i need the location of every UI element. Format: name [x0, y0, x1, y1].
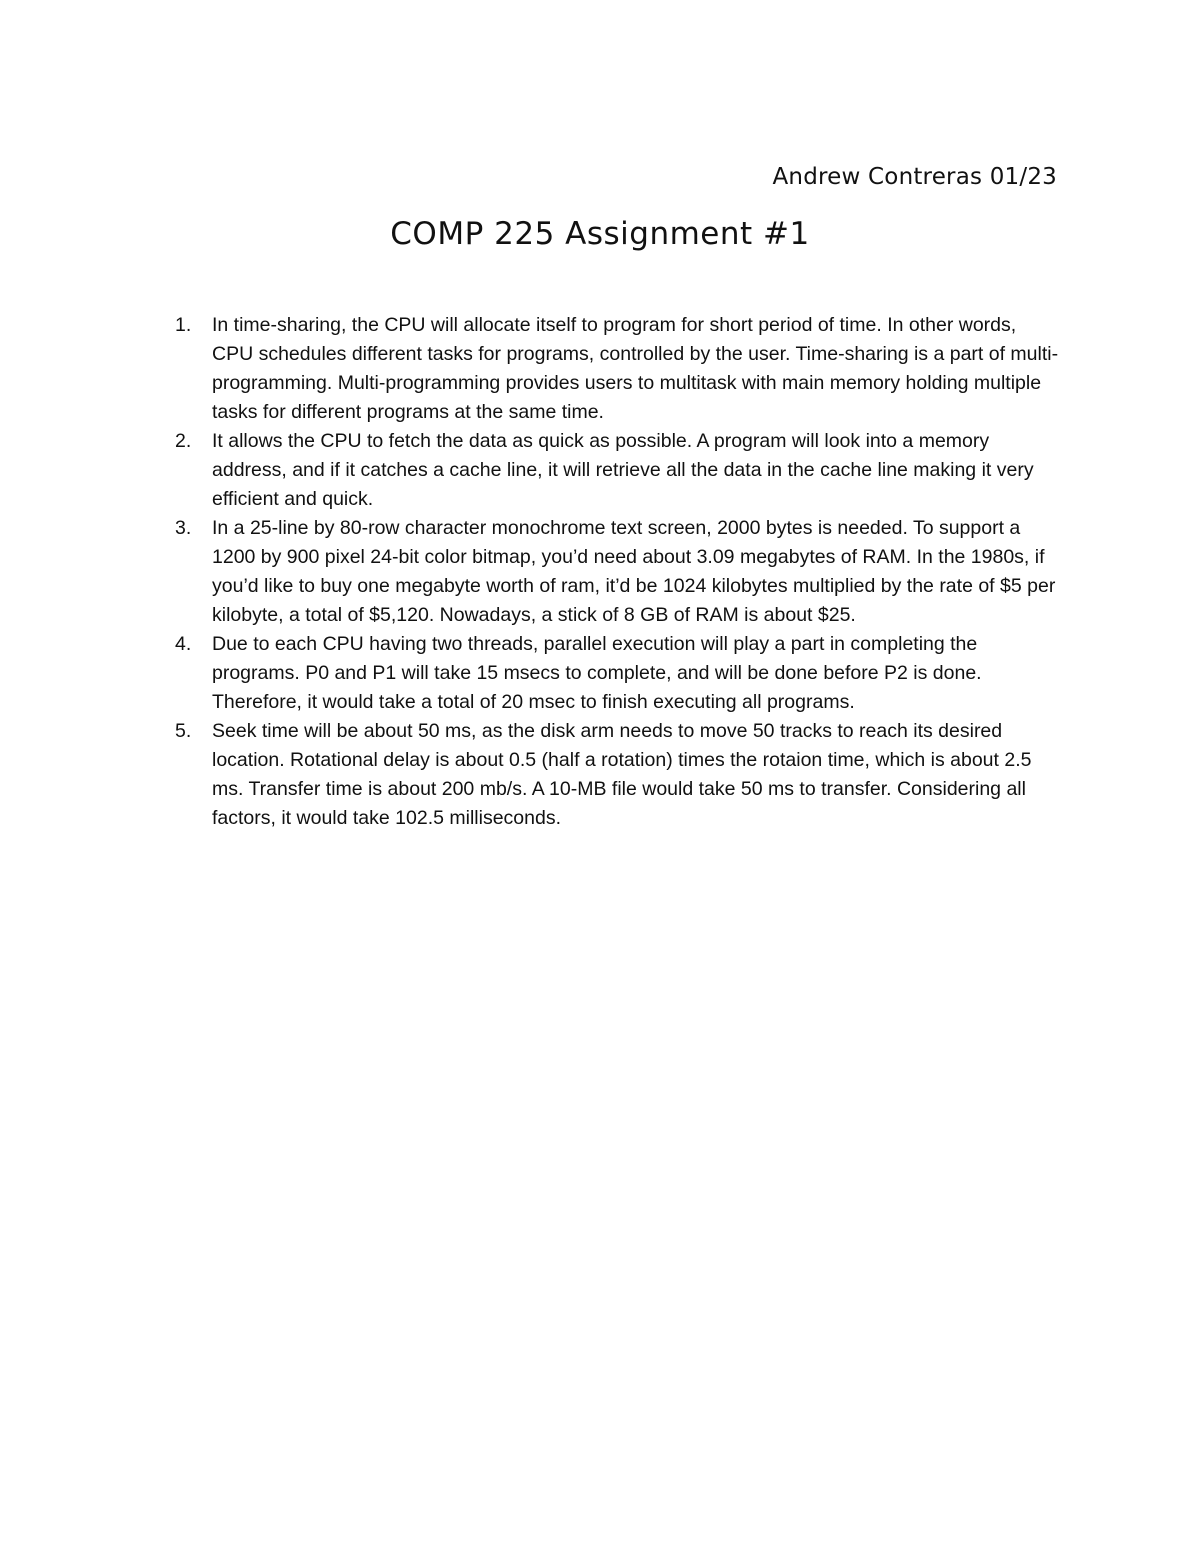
answer-number: 1. — [175, 314, 192, 336]
answer-text: In time-sharing, the CPU will allocate itself to program for short period of time. In other words, CPU schedules different tasks for programs, controlled by the user. Time-sharing is a part of multi-programming. Multi-programming provides users to multitask with main memory holding multiple tasks for different programs at the same time. — [212, 314, 1059, 423]
answer-item — [175, 630, 1062, 717]
answer-text: It allows the CPU to fetch the data as quick as possible. A program will look into a memory address, and if it catches a cache line, it will retrieve all the data in the cache line making it very efficient and quick. — [212, 430, 1034, 510]
answer-text: In a 25-line by 80-row character monochrome text screen, 2000 bytes is needed. To support a 1200 by 900 pixel 24-bit color bitmap, you’d need about 3.09 megabytes of RAM. In the 1980s, if you’d like to buy one megabyte worth of ram, it’d be 1024 kilobytes multiplied by the rate of $5 per kilobyte, a total of $5,120. Nowadays, a stick of 8 GB of RAM is about $25. — [212, 517, 1056, 626]
answer-item — [175, 427, 1062, 514]
answer-number: 2. — [175, 430, 192, 452]
assignment-title: COMP 225 Assignment #1 — [390, 216, 810, 252]
answer-text: Seek time will be about 50 ms, as the disk arm needs to move 50 tracks to reach its desired location. Rotational delay is about 0.5 (half a rotation) times the rotaion time, which is about 2.5 ms. Transfer time is about 200 mb/s. A 10-MB file would take 50 ms to transfer. Considering all factors, it would take 102.5 milliseconds. — [212, 720, 1032, 829]
answer-number: 5. — [175, 720, 192, 742]
author-date-line: Andrew Contreras 01/23 — [772, 164, 1057, 190]
answer-item — [175, 514, 1062, 630]
answer-text: Due to each CPU having two threads, parallel execution will play a part in completing the programs. P0 and P1 will take 15 msecs to complete, and will be done before P2 is done. Therefore, it would take a total of 20 msec to finish executing all programs. — [212, 633, 982, 713]
answer-list — [175, 311, 1062, 833]
answer-item — [175, 311, 1062, 427]
answer-number: 3. — [175, 517, 192, 539]
answer-item — [175, 717, 1062, 833]
answer-number: 4. — [175, 633, 192, 655]
